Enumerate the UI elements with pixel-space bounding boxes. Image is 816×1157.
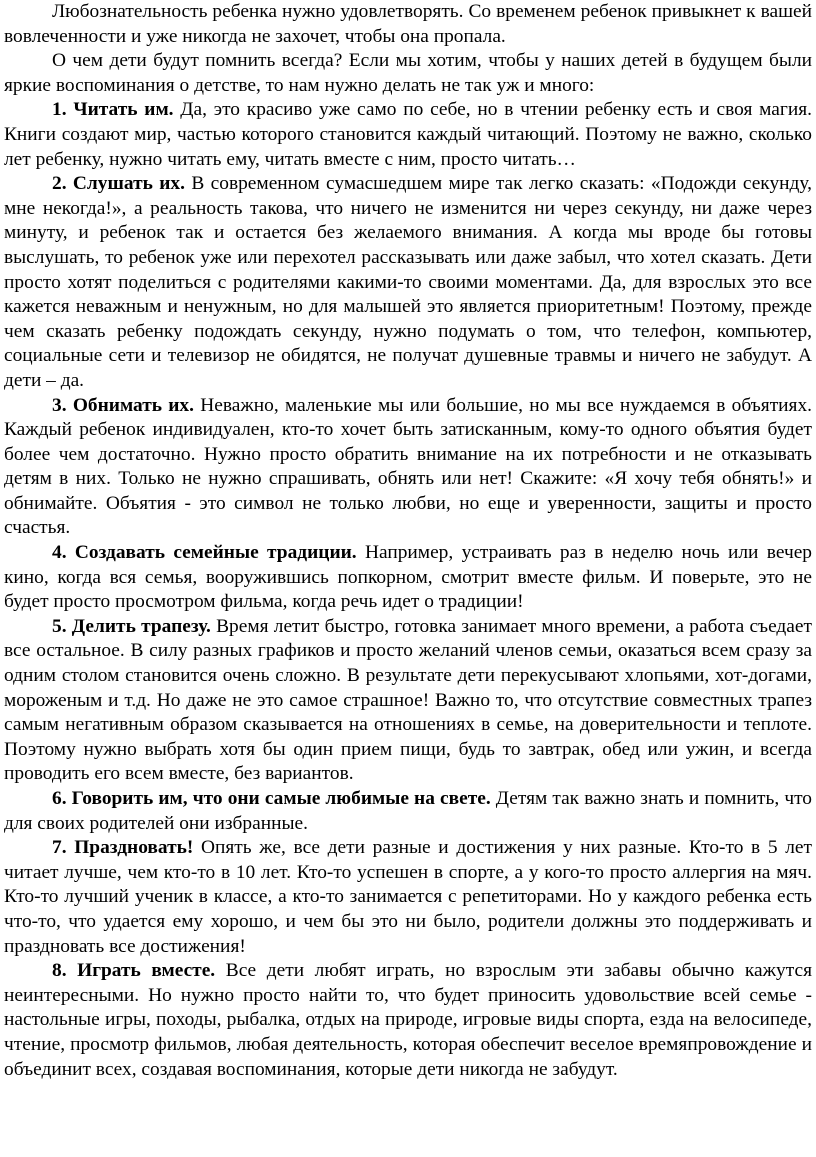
item-heading: 5. Делить трапезу. [52,615,211,637]
item-text: Опять же, все дети разные и достижения у них разные. Кто-то в 5 лет читает лучше, чем кто-то в 10 лет. Кто-то успешен в спорте, а у кого-то просто аллергия на мяч. Кто-то лучший ученик в классе, а кто-то занимается с репетиторами. Но у каждого ребенка есть что-то, что удается ему хорошо, и чем бы это ни было, родители должны это поддерживать и праздновать все достижения! [4,837,812,957]
intro-paragraph-1: Любознательность ребенка нужно удовлетворять. Со временем ребенок привыкнет к вашей вовлеченности и уже никогда не захочет, чтобы она пропала. [4,1,812,47]
list-item-most-loved [4,787,812,836]
item-text: Время летит быстро, готовка занимает много времени, а работа съедает все остальное. В силу разных графиков и просто желаний членов семьи, оказаться всем сразу за одним столом становится очень сложно. В результате дети перекусывают хлопьями, хот-догами, мороженым и т.д. Но даже не это самое страшное! Важно то, что отсутствие совместных трапез самым негативным образом сказывается на отношениях в семье, на доверительности и теплоте. Поэтому нужно выбрать хотя бы один прием пищи, будь то завтрак, обед или ужин, и всегда проводить его всем вместе, без вариантов. [4,615,812,785]
item-text: Все дети любят играть, но взрослым эти забавы обычно кажутся неинтересными. Но нужно просто найти то, что будет приносить удовольствие всей семье - настольные игры, походы, рыбалка, отдых на природе, игровые виды спорта, езда на велосипеде, чтение, просмотр фильмов, любая деятельность, которая обеспечит веселое времяпровождение и объединит всех, создавая воспоминания, которые дети никогда не забудут. [4,960,812,1080]
list-item-play-together [4,959,812,1082]
item-heading: 8. Играть вместе. [52,960,216,982]
item-text: Неважно, маленькие мы или большие, но мы все нуждаемся в объятиях. Каждый ребенок индивидуален, кто-то хочет быть затисканным, кому-то одного объятия будет более чем достаточно. Нужно просто обратить внимание на их потребности и не отказывать детям в них. Только не нужно спрашивать, обнять или нет! Скажите: «Я хочу тебя обнять!» и обнимайте. Объятия - это символ не только любви, но еще и уверенности, защиты и просто счастья. [4,394,813,539]
item-heading: 4. Создавать семейные традиции. [52,542,357,564]
list-item-traditions [4,541,812,615]
item-heading: 3. Обнимать их. [52,394,194,416]
list-item-celebrate [4,836,812,959]
list-item-share-meal [4,615,812,787]
item-heading: 7. Праздновать! [52,837,194,859]
item-heading: 6. Говорить им, что они самые любимые на свете. [52,788,491,809]
item-heading: 2. Слушать их. [52,173,185,195]
item-heading: 1. Читать им. [52,99,174,121]
intro-paragraph-2: О чем дети будут помнить всегда? Если мы хотим, чтобы у наших детей в будущем были яркие воспоминания о детстве, то нам нужно делать не так уж и много: [4,50,812,96]
item-text: В современном сумасшедшем мире так легко сказать: «Подожди секунду, мне некогда!», а реальность такова, что ничего не изменится ни через секунду, ни даже через минуту, и ребенок так и остается без желаемого внимания. А когда мы вроде бы готовы выслушать, то ребенок уже или перехотел рассказывать или даже забыл, что хотел сказать. Дети просто хотят поделиться с родителями какими-то своими моментами. Да, для взрослых это все кажется неважным и ненужным, но для малышей это является приоритетным! Поэтому, прежде чем сказать ребенку подождать секунду, нужно подумать о том, что телефон, компьютер, социальные сети и телевизор не обидятся, не получат душевные травмы и ничего не забудут. А дети – да. [4,173,812,391]
list-item-read [4,98,812,172]
list-item-hug [4,394,812,542]
item-text: Например, устраивать раз в неделю ночь или вечер кино, когда вся семья, вооружившись попкорном, смотрит вместе фильм. И поверьте, это не будет просто просмотром фильма, когда речь идет о традиции! [4,542,812,613]
item-text: Да, это красиво уже само по себе, но в чтении ребенку есть и своя магия. Книги создают мир, частью которого становится каждый читающий. Поэтому не важно, сколько лет ребенку, нужно читать ему, читать вместе с ним, просто читать… [4,99,812,170]
item-text: Детям так важно знать и помнить, что для своих родителей они избранные. [4,788,812,834]
list-item-listen [4,172,812,393]
